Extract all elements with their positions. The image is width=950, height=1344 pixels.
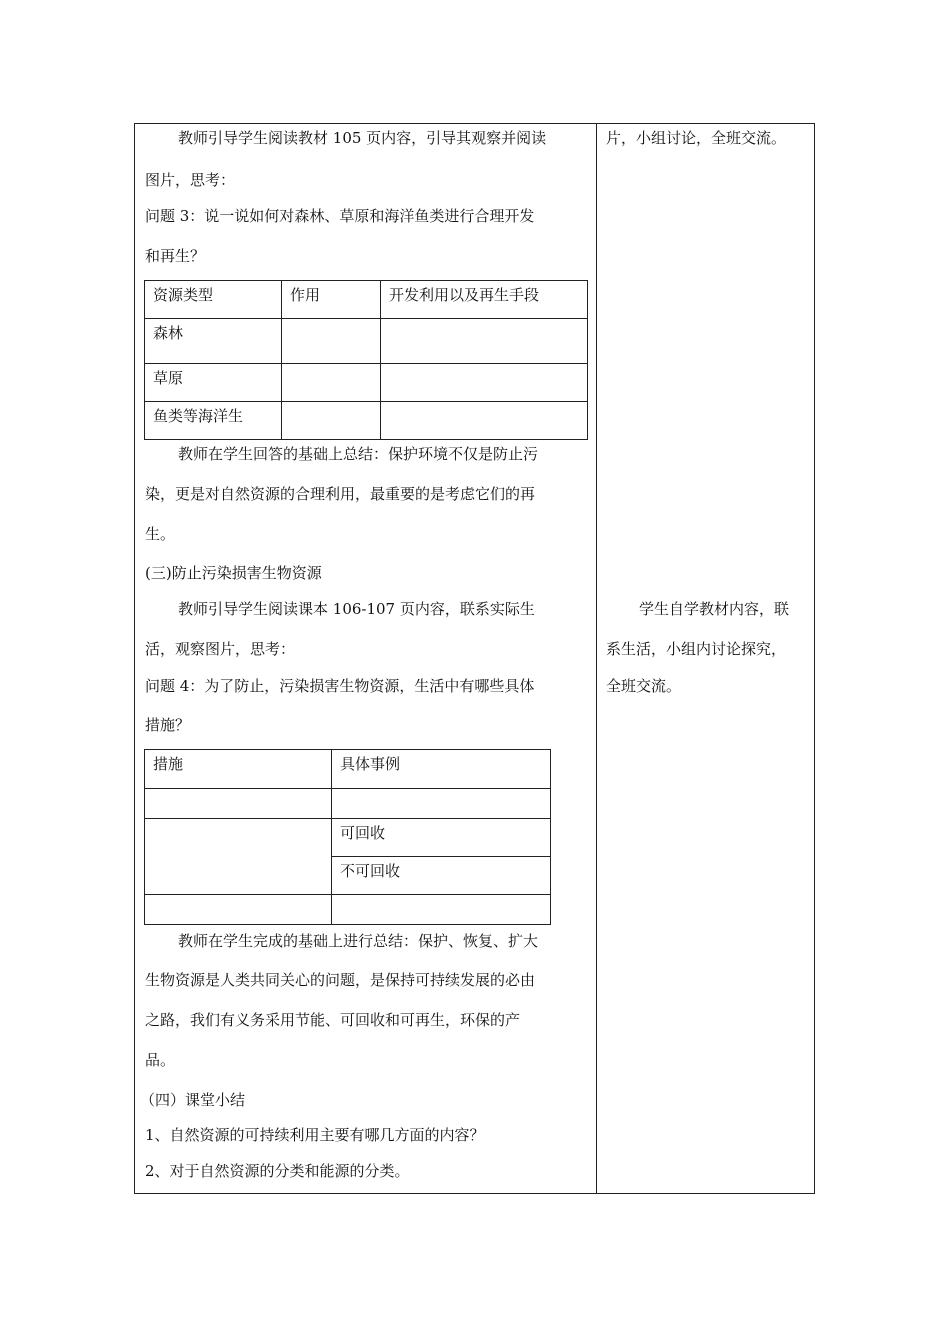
table-cell: [381, 402, 588, 440]
resource-table: [144, 280, 588, 440]
cell-marine-fish: 鱼类等海洋生: [145, 402, 282, 440]
table-cell: [332, 895, 551, 925]
summary-line: 教师在学生回答的基础上总结：保护环境不仅是防止污: [178, 445, 539, 463]
summary-line: 教师在学生完成的基础上进行总结：保护、恢复、扩大: [178, 932, 539, 950]
student-activity-line: 片，小组讨论，全班交流。: [606, 129, 787, 147]
measures-table: [144, 749, 551, 925]
question-3-line: 和再生？: [145, 247, 206, 265]
header-examples: 具体事例: [332, 750, 551, 789]
summary-line: 品。: [145, 1051, 176, 1069]
table-cell: [145, 789, 332, 819]
student-activity-line: 全班交流。: [606, 677, 682, 695]
cell-recyclable: 可回收: [332, 819, 551, 857]
table-cell: [145, 819, 332, 895]
cell-grassland: 草原: [145, 364, 282, 402]
summary-item: 2、对于自然资源的分类和能源的分类。: [145, 1162, 410, 1180]
paragraph-line: 图片，思考：: [145, 171, 236, 189]
column-divider: [596, 124, 597, 1193]
cell-forest: 森林: [145, 319, 282, 364]
summary-item: 1、自然资源的可持续利用主要有哪几方面的内容？: [145, 1126, 485, 1144]
summary-line: 生。: [145, 525, 176, 543]
table-cell: [282, 364, 381, 402]
summary-line: 染，更是对自然资源的合理利用，最重要的是考虑它们的再: [145, 485, 536, 503]
summary-line: 之路，我们有义务采用节能、可回收和可再生，环保的产: [145, 1011, 521, 1029]
header-function: 作用: [282, 281, 381, 319]
header-methods: 开发利用以及再生手段: [381, 281, 588, 319]
question-4-line: 问题 4：为了防止，污染损害生物资源，生活中有哪些具体: [145, 677, 535, 695]
table-cell: [332, 789, 551, 819]
paragraph-line: 教师引导学生阅读课本 106-107 页内容，联系实际生: [178, 600, 535, 618]
question-3-line: 问题 3：说一说如何对森林、草原和海洋鱼类进行合理开发: [145, 207, 535, 225]
table-cell: [145, 895, 332, 925]
student-activity-line: 学生自学教材内容，联: [639, 600, 790, 618]
paragraph-line: 教师引导学生阅读教材 105 页内容，引导其观察并阅读: [178, 129, 547, 147]
section-heading: (三)防止污染损害生物资源: [145, 564, 322, 582]
summary-line: 生物资源是人类共同关心的问题，是保持可持续发展的必由: [145, 971, 536, 989]
table-cell: [381, 319, 588, 364]
header-measures: 措施: [145, 750, 332, 789]
section-heading: （四）课堂小结: [140, 1091, 246, 1109]
cell-nonrecyclable: 不可回收: [332, 857, 551, 895]
header-resource-type: 资源类型: [145, 281, 282, 319]
student-activity-line: 系生活，小组内讨论探究，: [606, 640, 787, 658]
question-4-line: 措施？: [145, 716, 191, 734]
table-cell: [381, 364, 588, 402]
paragraph-line: 活，观察图片，思考：: [145, 640, 296, 658]
table-cell: [282, 402, 381, 440]
table-cell: [282, 319, 381, 364]
